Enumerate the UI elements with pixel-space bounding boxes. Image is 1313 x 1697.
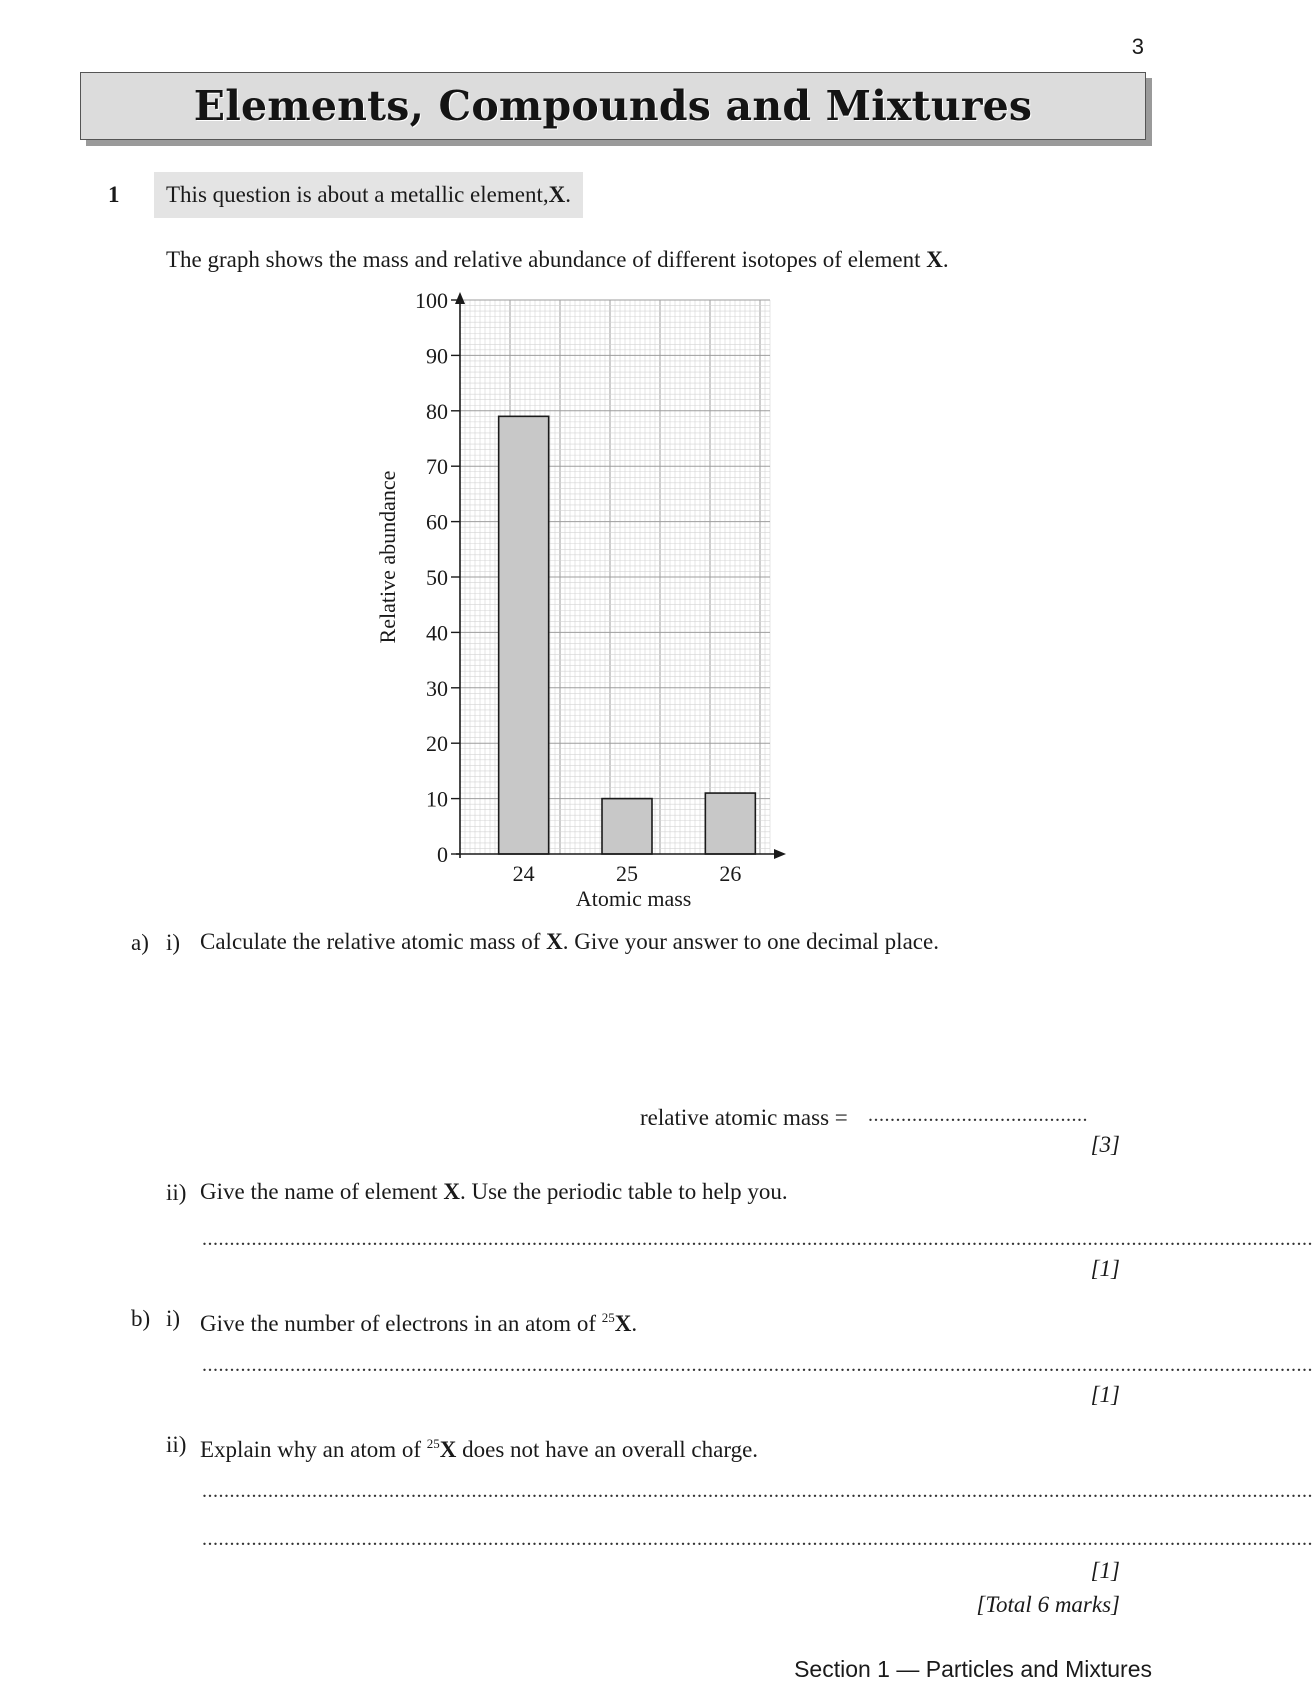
- part-a-ii-question: [200, 1178, 788, 1206]
- part-a-ii-text: Give the name of element: [200, 1179, 444, 1204]
- part-b-ii-isotope-mass: 25: [426, 1436, 440, 1451]
- y-tick-label: 50: [426, 565, 448, 590]
- part-a-i-text: Calculate the relative atomic mass of: [200, 929, 547, 954]
- y-tick-label: 60: [426, 509, 448, 535]
- y-tick-label: 90: [426, 343, 448, 369]
- part-b-ii-label: ii): [166, 1432, 187, 1457]
- part-a-i-text-end: . Give your answer to one decimal place.: [562, 929, 939, 954]
- y-axis-arrow: [455, 292, 465, 304]
- part-b-ii-text-end: does not have an overall charge.: [456, 1437, 759, 1462]
- x-tick-label: 24: [512, 861, 535, 886]
- page-title: Elements, Compounds and Mixtures: [193, 82, 1033, 130]
- part-b-ii-question: [200, 1430, 758, 1464]
- part-a-i-element: X: [546, 929, 563, 954]
- bar-mass-26: [705, 793, 755, 854]
- part-a-ii-text-end: . Use the periodic table to help you.: [459, 1179, 788, 1204]
- marks-a-ii: [1]: [1090, 1256, 1120, 1281]
- part-b-i-element: X: [614, 1311, 632, 1336]
- marks-a-i: [3]: [1090, 1132, 1120, 1157]
- question-intro: [154, 172, 583, 218]
- answer-line-b-ii-1[interactable]: ..........................................................................................................................................................................................................: [202, 1480, 1313, 1502]
- part-b-i-label: i): [166, 1306, 181, 1331]
- chart-bars: [499, 416, 756, 854]
- x-tick-label: 25: [616, 861, 638, 886]
- y-tick-label: 80: [426, 398, 448, 424]
- part-b-i-text-end: .: [631, 1311, 638, 1336]
- question-number: 1: [108, 182, 120, 207]
- y-tick-label: 20: [426, 731, 448, 757]
- question-intro-element: X: [548, 182, 566, 207]
- answer-line-b-ii-2[interactable]: ..........................................................................................................................................................................................................: [202, 1528, 1313, 1550]
- part-b-label: b): [131, 1306, 151, 1331]
- part-b-ii-element: X: [439, 1437, 457, 1462]
- answer-line-relative-atomic-mass[interactable]: ........................................: [868, 1104, 1088, 1126]
- section-footer: Section 1 — Particles and Mixtures: [794, 1656, 1152, 1682]
- isotope-bar-chart: [360, 288, 860, 918]
- x-tick-label: 26: [719, 861, 742, 886]
- y-tick-label: 70: [426, 454, 448, 480]
- marks-b-i: [1]: [1090, 1382, 1120, 1407]
- part-a-i-question: [200, 928, 939, 956]
- answer-label-relative-atomic-mass: relative atomic mass =: [640, 1105, 848, 1130]
- part-a-ii-label: ii): [166, 1180, 187, 1205]
- title-banner: [80, 72, 1146, 140]
- bar-mass-24: [499, 416, 549, 854]
- y-tick-label: 10: [426, 786, 448, 812]
- y-tick-label: 30: [426, 675, 448, 701]
- answer-line-a-ii[interactable]: ..........................................................................................................................................................................................................: [202, 1228, 1313, 1250]
- graph-description-text: The graph shows the mass and relative abundance of different isotopes of element: [166, 247, 927, 272]
- page-number: 3: [1131, 34, 1144, 59]
- x-axis-arrow: [774, 849, 786, 859]
- graph-description-element: X: [926, 247, 943, 272]
- part-a-i-label: i): [166, 930, 181, 955]
- question-intro-end: .: [565, 182, 571, 207]
- part-b-i-isotope-mass: 25: [601, 1310, 615, 1325]
- y-tick-label: 0: [437, 842, 448, 867]
- part-a-label: a): [131, 930, 149, 955]
- y-tick-label: 100: [415, 288, 448, 313]
- graph-description-end: .: [942, 247, 949, 272]
- part-a-ii-element: X: [443, 1179, 460, 1204]
- answer-line-b-i[interactable]: ..........................................................................................................................................................................................................: [202, 1354, 1313, 1376]
- total-marks: [Total 6 marks]: [976, 1592, 1120, 1617]
- part-b-i-text: Give the number of electrons in an atom of: [200, 1311, 602, 1336]
- bar-mass-25: [602, 799, 652, 854]
- chart-x-ticks: [513, 861, 742, 886]
- graph-description: [166, 246, 949, 274]
- marks-b-ii: [1]: [1090, 1558, 1120, 1583]
- y-tick-label: 40: [426, 620, 448, 646]
- y-axis-label: Relative abundance: [375, 470, 400, 644]
- part-b-ii-text: Explain why an atom of: [200, 1437, 427, 1462]
- part-b-i-question: [200, 1304, 637, 1338]
- x-axis-label: Atomic mass: [575, 886, 692, 911]
- chart-y-ticks: [415, 288, 460, 867]
- question-intro-text: This question is about a metallic element,: [166, 182, 549, 207]
